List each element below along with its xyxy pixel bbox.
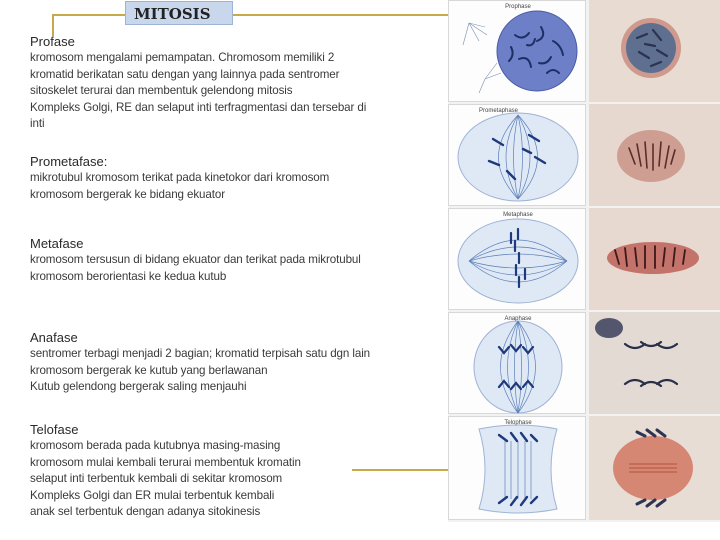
anaphase-label: Anaphase	[504, 316, 532, 322]
phase-telophase	[30, 422, 448, 521]
anaphase-micrograph	[589, 312, 720, 414]
phase-line: kromosom mulai kembali terurai membentuk kromatin	[30, 455, 301, 469]
figure-row-prometaphase	[448, 104, 720, 206]
phase-line: Kompleks Golgi dan ER mulai terbentuk kembali	[30, 488, 275, 502]
phase-name: Metafase	[30, 236, 84, 251]
phase-line: Kompleks Golgi, RE dan selaput inti terfragmentasi dan tersebar di	[30, 100, 367, 114]
prometaphase-diagram	[448, 104, 586, 206]
phase-name: Anafase	[30, 330, 78, 345]
telophase-micrograph	[589, 416, 720, 520]
figure-row-telophase	[448, 416, 720, 520]
phase-line: kromosom mengalami pemampatan. Chromosom memiliki 2	[30, 51, 335, 64]
phase-prophase	[30, 34, 448, 133]
metaphase-label: Metaphase	[503, 212, 533, 218]
prometaphase-label: Prometaphase	[479, 108, 519, 114]
phase-prometaphase	[30, 154, 448, 203]
metaphase-micrograph	[589, 208, 720, 310]
telophase-diagram	[448, 416, 586, 520]
anaphase-diagram	[448, 312, 586, 414]
phase-metaphase	[30, 236, 448, 285]
prophase-label: Prophase	[505, 4, 531, 10]
mitosis-figure-panel	[448, 0, 720, 522]
figure-row-prophase	[448, 0, 720, 102]
phase-line: sitoskelet terurai dan membentuk gelendong mitosis	[30, 84, 293, 98]
phase-line: inti	[30, 117, 45, 131]
phase-line: kromatid berikatan satu dengan yang lainnya pada sentromer	[30, 67, 340, 81]
header-rule-left	[52, 14, 125, 16]
phase-anaphase	[30, 330, 448, 396]
phase-line: selaput inti terbentuk kembali di sekitar kromosom	[30, 472, 283, 486]
phase-line: mikrotubul kromosom terikat pada kinetokor dari kromosom	[30, 171, 330, 184]
prophase-micrograph	[589, 0, 720, 102]
prometaphase-micrograph	[589, 104, 720, 206]
phase-line: sentromer terbagi menjadi 2 bagian; kromatid terpisah satu dgn lain	[30, 347, 371, 360]
phase-name: Profase	[30, 34, 75, 49]
phase-name: Telofase	[30, 422, 79, 437]
header-rule-right	[233, 14, 448, 16]
phase-line: kromosom bergerak ke bidang ekuator	[30, 187, 225, 201]
prophase-diagram	[448, 0, 586, 102]
telophase-label: Telophase	[504, 420, 532, 426]
phase-line: kromosom berada pada kutubnya masing-masing	[30, 439, 281, 452]
figure-row-metaphase	[448, 208, 720, 310]
phase-line: kromosom berorientasi ke kedua kutub	[30, 269, 227, 283]
slide-title: MITOSIS	[125, 1, 233, 25]
phase-name: Prometafase:	[30, 154, 108, 169]
frame-rule-left	[52, 14, 54, 36]
phase-line: kromosom tersusun di bidang ekuator dan terikat pada mikrotubul	[30, 253, 361, 266]
phase-line: kromosom bergerak ke kutub yang berlawanan	[30, 363, 268, 377]
figure-row-anaphase	[448, 312, 720, 414]
phase-line: anak sel terbentuk dengan adanya sitokinesis	[30, 505, 261, 519]
phase-line: Kutub gelendong bergerak saling menjauhi	[30, 380, 247, 394]
metaphase-diagram	[448, 208, 586, 310]
